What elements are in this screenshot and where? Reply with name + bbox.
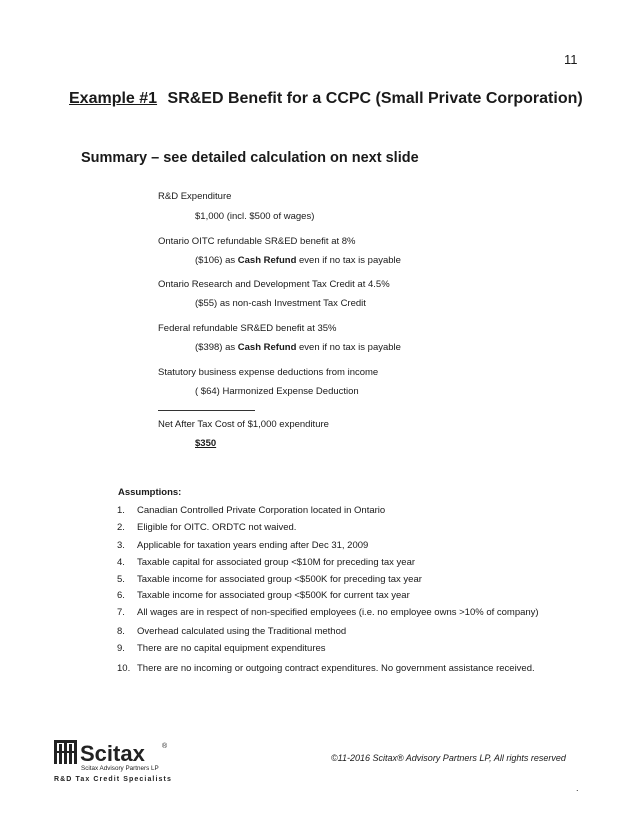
ordtc-value: ($55) as non-cash Investment Tax Credit [195,298,366,309]
assumption-text: Taxable income for associated group <$500K for current tax year [137,590,410,601]
logo-registered-mark: ® [162,743,168,750]
example-label: Example #1 [69,90,158,107]
assumption-number: 2. [117,522,125,533]
assumption-text: All wages are in respect of non-specified employees (i.e. no employee owns >10% of company) [137,607,539,618]
copyright-notice: ©11-2016 Scitax® Advisory Partners LP, All rights reserved [331,753,566,763]
net-cost-label: Net After Tax Cost of $1,000 expenditure [158,419,329,430]
federal-value-note: even if no tax is payable [296,342,401,353]
assumption-number: 1. [117,505,125,516]
assumption-number: 6. [117,590,125,601]
assumption-text: Eligible for OITC. ORDTC not waived. [137,522,297,533]
assumption-number: 7. [117,607,125,618]
page-title [69,90,583,108]
logo-subtitle: Scitax Advisory Partners LP [81,765,159,772]
sum-divider [158,410,255,411]
federal-label: Federal refundable SR&ED benefit at 35% [158,323,337,334]
footer-dot: . [576,783,579,793]
assumption-number: 10. [117,663,131,674]
statutory-value: ( $64) Harmonized Expense Deduction [195,386,359,397]
assumption-number: 8. [117,626,125,637]
assumption-text: Taxable income for associated group <$500K for preceding tax year [137,574,422,585]
assumption-text: Overhead calculated using the Traditional method [137,626,347,637]
rd-expenditure-value: $1,000 (incl. $500 of wages) [195,211,315,222]
page-number: 11 [564,52,578,67]
federal-value-amount: ($398) as [195,342,238,353]
logo-tagline: R&D Tax Credit Specialists [54,776,172,783]
statutory-label: Statutory business expense deductions from income [158,367,379,378]
scitax-logo [52,738,182,786]
assumption-text: Canadian Controlled Private Corporation located in Ontario [137,505,386,516]
scitax-emblem-icon [54,740,77,764]
federal-value [195,342,401,353]
assumption-number: 5. [117,574,125,585]
assumption-text: There are no incoming or outgoing contract expenditures. No government assistance received. [137,663,535,674]
logo-name: Scitax [80,741,145,766]
oitc-label: Ontario OITC refundable SR&ED benefit at 8% [158,236,356,247]
oitc-cash-refund: Cash Refund [237,255,297,266]
net-cost-value: $350 [195,438,217,449]
ordtc-label: Ontario Research and Development Tax Credit at 4.5% [158,279,390,290]
assumption-number: 9. [117,643,125,654]
assumption-text: Applicable for taxation years ending after Dec 31, 2009 [137,540,369,551]
assumption-number: 4. [117,557,125,568]
oitc-value-note: even if no tax is payable [296,255,401,266]
title-text: SR&ED Benefit for a CCPC (Small Private Corporation) [167,90,583,107]
assumption-number: 3. [117,540,125,551]
oitc-value-amount: ($106) as [195,255,238,266]
oitc-value [195,255,401,266]
summary-heading: Summary – see detailed calculation on next slide [81,150,419,166]
assumption-text: There are no capital equipment expenditures [137,643,326,654]
rd-expenditure-label: R&D Expenditure [158,191,232,202]
assumptions-heading: Assumptions: [118,487,182,498]
assumption-text: Taxable capital for associated group <$10M for preceding tax year [137,557,416,568]
federal-cash-refund: Cash Refund [237,342,297,353]
